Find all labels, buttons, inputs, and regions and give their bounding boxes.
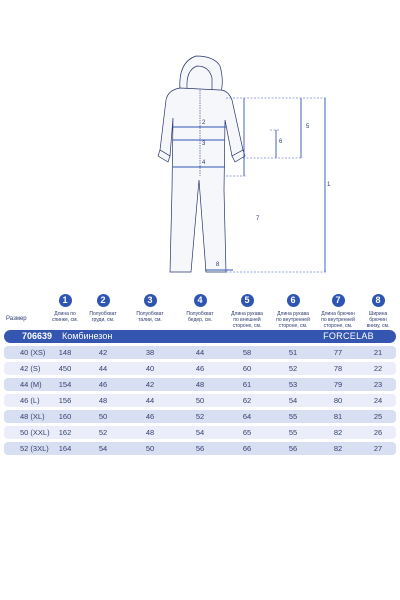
table-row <box>4 362 396 375</box>
measurement-cell-2: 42 <box>98 348 108 357</box>
column-number-badge: 1 <box>59 294 72 307</box>
column-label: Длина рукава по внешней стороне, см. <box>231 311 263 329</box>
column-header-6 <box>270 294 316 329</box>
measurement-cell-6: 52 <box>288 364 298 373</box>
column-label: Ширина брючин внизу, см. <box>366 311 390 329</box>
measurement-cell-8: 26 <box>373 428 383 437</box>
column-number-badge: 2 <box>97 294 110 307</box>
measure-label-2: 2 <box>202 120 206 126</box>
table-row <box>4 346 396 359</box>
measurement-cell-5: 62 <box>242 396 252 405</box>
column-label: Полуобхват груди, см. <box>89 311 117 323</box>
measurement-cell-6: 55 <box>288 428 298 437</box>
measurement-cell-5: 64 <box>242 412 252 421</box>
measurement-cell-5: 65 <box>242 428 252 437</box>
measurement-cell-4: 44 <box>195 348 205 357</box>
measurement-cell-4: 52 <box>195 412 205 421</box>
table-row <box>4 378 396 391</box>
measurement-cell-7: 80 <box>333 396 343 405</box>
column-header-2 <box>80 294 126 323</box>
measurement-cell-8: 23 <box>373 380 383 389</box>
measurement-cell-3: 48 <box>145 428 155 437</box>
measurement-cell-1: 164 <box>58 444 72 453</box>
column-label: Полуобхват талии, см. <box>136 311 164 323</box>
measurement-cell-2: 44 <box>98 364 108 373</box>
measurement-cell-7: 77 <box>333 348 343 357</box>
measurement-cell-2: 48 <box>98 396 108 405</box>
measurement-cell-3: 42 <box>145 380 155 389</box>
size-cell: 52 (3XL) <box>20 444 49 453</box>
size-cell: 40 (XS) <box>20 348 46 357</box>
measurement-cell-4: 56 <box>195 444 205 453</box>
measurement-cell-3: 46 <box>145 412 155 421</box>
column-label: Полуобхват бедер, см. <box>186 311 214 323</box>
measure-label-6: 6 <box>279 139 283 145</box>
measurement-cell-5: 66 <box>242 444 252 453</box>
column-header-8 <box>355 294 400 329</box>
column-number-badge: 3 <box>144 294 157 307</box>
column-number-badge: 4 <box>194 294 207 307</box>
size-cell: 48 (XL) <box>20 412 45 421</box>
column-header-4 <box>177 294 223 323</box>
column-number-badge: 8 <box>372 294 385 307</box>
measurement-cell-6: 56 <box>288 444 298 453</box>
size-column-header: Размер <box>6 316 27 322</box>
measure-label-5: 5 <box>306 124 310 130</box>
measurement-cell-2: 46 <box>98 380 108 389</box>
measurement-cell-8: 24 <box>373 396 383 405</box>
measure-label-8: 8 <box>216 262 220 268</box>
measurement-cell-7: 81 <box>333 412 343 421</box>
table-row <box>4 442 396 455</box>
measurement-cell-3: 38 <box>145 348 155 357</box>
table-row <box>4 410 396 423</box>
size-cell: 50 (XXL) <box>20 428 50 437</box>
column-header-5 <box>224 294 270 329</box>
size-cell: 42 (S) <box>20 364 41 373</box>
table-row <box>4 426 396 439</box>
measurement-cell-6: 55 <box>288 412 298 421</box>
measurement-cell-8: 25 <box>373 412 383 421</box>
measurement-cell-3: 40 <box>145 364 155 373</box>
measurement-cell-5: 58 <box>242 348 252 357</box>
measurement-cell-8: 27 <box>373 444 383 453</box>
measurement-cell-5: 61 <box>242 380 252 389</box>
column-label: Длина рукава по внутренней стороне, см. <box>276 311 310 329</box>
measurement-cell-7: 78 <box>333 364 343 373</box>
measurement-cell-8: 22 <box>373 364 383 373</box>
measurement-cell-1: 162 <box>58 428 72 437</box>
measurement-cell-6: 53 <box>288 380 298 389</box>
measurement-cell-2: 52 <box>98 428 108 437</box>
measurement-cell-6: 51 <box>288 348 298 357</box>
column-label: Длина брючин по внутренней стороне, см. <box>321 311 355 329</box>
measurement-cell-3: 44 <box>145 396 155 405</box>
size-cell: 44 (M) <box>20 380 42 389</box>
size-cell: 46 (L) <box>20 396 40 405</box>
measurement-cell-7: 82 <box>333 444 343 453</box>
column-header-3 <box>127 294 173 323</box>
product-name: Комбинезон <box>62 331 113 341</box>
measurement-cell-7: 82 <box>333 428 343 437</box>
brand-name: FORCELAB <box>323 331 374 341</box>
measurement-cell-4: 48 <box>195 380 205 389</box>
column-number-badge: 5 <box>241 294 254 307</box>
measurement-cell-2: 54 <box>98 444 108 453</box>
body-outline <box>160 88 243 272</box>
measure-label-4: 4 <box>202 160 206 166</box>
measurement-cell-8: 21 <box>373 348 383 357</box>
measurement-cell-6: 54 <box>288 396 298 405</box>
column-label: Длина по спинке, см. <box>52 311 78 323</box>
measure-label-3: 3 <box>202 141 206 147</box>
measurement-cell-4: 54 <box>195 428 205 437</box>
measurement-cell-1: 148 <box>58 348 72 357</box>
measurement-cell-1: 156 <box>58 396 72 405</box>
table-row <box>4 394 396 407</box>
jumpsuit-measurement-diagram <box>0 0 400 290</box>
measurement-cell-2: 50 <box>98 412 108 421</box>
measure-label-1: 1 <box>327 182 331 188</box>
column-number-badge: 6 <box>287 294 300 307</box>
measurement-cell-4: 50 <box>195 396 205 405</box>
measurement-cell-7: 79 <box>333 380 343 389</box>
measurement-cell-4: 46 <box>195 364 205 373</box>
hood-outline <box>180 56 222 92</box>
measurement-cell-5: 60 <box>242 364 252 373</box>
measure-label-7: 7 <box>256 216 260 222</box>
measurement-cell-1: 160 <box>58 412 72 421</box>
measurement-cell-3: 50 <box>145 444 155 453</box>
measurement-cell-1: 154 <box>58 380 72 389</box>
product-code: 706639 <box>22 331 53 341</box>
measurement-cell-1: 450 <box>58 364 72 373</box>
product-title-bar <box>4 330 396 343</box>
column-number-badge: 7 <box>332 294 345 307</box>
